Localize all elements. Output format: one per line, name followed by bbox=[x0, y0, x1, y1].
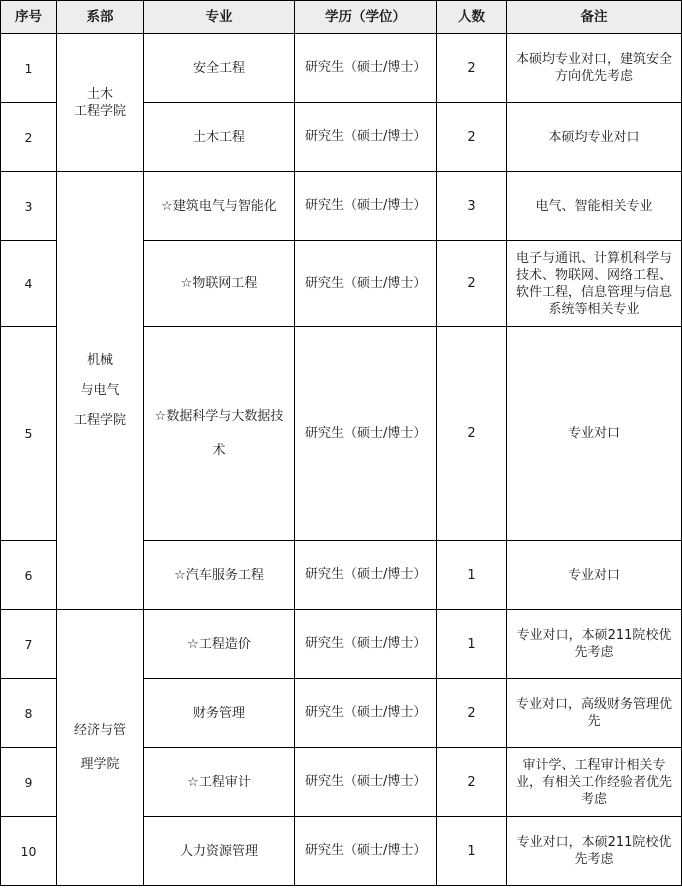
row-no: 1 bbox=[1, 34, 57, 103]
table-row bbox=[1, 610, 682, 679]
count-cell: 2 bbox=[437, 748, 507, 817]
degree-cell: 研究生（硕士/博士） bbox=[295, 541, 437, 610]
degree-cell: 研究生（硕士/博士） bbox=[295, 610, 437, 679]
table-row bbox=[1, 172, 682, 241]
degree-cell: 研究生（硕士/博士） bbox=[295, 241, 437, 327]
degree-cell: 研究生（硕士/博士） bbox=[295, 172, 437, 241]
major-cell: ☆数据科学与大数据技术 bbox=[144, 327, 295, 541]
note-cell: 专业对口，高级财务管理优先 bbox=[507, 679, 682, 748]
count-cell: 2 bbox=[437, 241, 507, 327]
major-cell: ☆汽车服务工程 bbox=[144, 541, 295, 610]
row-no: 3 bbox=[1, 172, 57, 241]
row-no: 2 bbox=[1, 103, 57, 172]
row-no: 10 bbox=[1, 817, 57, 886]
note-cell: 专业对口 bbox=[507, 327, 682, 541]
count-cell: 2 bbox=[437, 679, 507, 748]
note-cell: 本硕均专业对口 bbox=[507, 103, 682, 172]
count-cell: 1 bbox=[437, 541, 507, 610]
degree-cell: 研究生（硕士/博士） bbox=[295, 748, 437, 817]
header-note: 备注 bbox=[507, 1, 682, 34]
row-no: 6 bbox=[1, 541, 57, 610]
department-cell bbox=[57, 610, 144, 886]
row-no: 5 bbox=[1, 327, 57, 541]
degree-cell: 研究生（硕士/博士） bbox=[295, 327, 437, 541]
note-cell: 本硕均专业对口，建筑安全方向优先考虑 bbox=[507, 34, 682, 103]
row-no: 9 bbox=[1, 748, 57, 817]
major-cell: ☆物联网工程 bbox=[144, 241, 295, 327]
major-cell: 财务管理 bbox=[144, 679, 295, 748]
count-cell: 2 bbox=[437, 103, 507, 172]
header-count: 人数 bbox=[437, 1, 507, 34]
count-cell: 1 bbox=[437, 610, 507, 679]
note-cell: 专业对口，本硕211院校优先考虑 bbox=[507, 817, 682, 886]
department-name-line: 经济与管 bbox=[73, 722, 126, 738]
major-cell: 土木工程 bbox=[144, 103, 295, 172]
degree-cell: 研究生（硕士/博士） bbox=[295, 679, 437, 748]
header-major: 专业 bbox=[144, 1, 295, 34]
department-name-line: 土木 bbox=[86, 86, 113, 102]
note-cell: 审计学、工程审计相关专业，有相关工作经验者优先考虑 bbox=[507, 748, 682, 817]
row-no: 8 bbox=[1, 679, 57, 748]
header-row bbox=[1, 1, 682, 34]
row-no: 4 bbox=[1, 241, 57, 327]
department-name-line: 理学院 bbox=[80, 756, 120, 772]
table-row bbox=[1, 34, 682, 103]
count-cell: 2 bbox=[437, 327, 507, 541]
degree-cell: 研究生（硕士/博士） bbox=[295, 34, 437, 103]
header-department: 系部 bbox=[57, 1, 144, 34]
major-cell: 安全工程 bbox=[144, 34, 295, 103]
department-name-line: 与电气 bbox=[80, 382, 120, 398]
row-no: 7 bbox=[1, 610, 57, 679]
count-cell: 1 bbox=[437, 817, 507, 886]
count-cell: 2 bbox=[437, 34, 507, 103]
major-cell: 人力资源管理 bbox=[144, 817, 295, 886]
header-no: 序号 bbox=[1, 1, 57, 34]
degree-cell: 研究生（硕士/博士） bbox=[295, 817, 437, 886]
department-cell bbox=[57, 34, 144, 172]
count-cell: 3 bbox=[437, 172, 507, 241]
major-cell: ☆工程造价 bbox=[144, 610, 295, 679]
note-cell: 专业对口，本硕211院校优先考虑 bbox=[507, 610, 682, 679]
note-cell: 电气、智能相关专业 bbox=[507, 172, 682, 241]
note-cell: 电子与通讯、计算机科学与技术、物联网、网络工程、软件工程，信息管理与信息系统等相关专业 bbox=[507, 241, 682, 327]
major-cell: ☆建筑电气与智能化 bbox=[144, 172, 295, 241]
note-cell: 专业对口 bbox=[507, 541, 682, 610]
department-name-line: 工程学院 bbox=[73, 412, 126, 428]
department-name-line: 工程学院 bbox=[73, 103, 126, 119]
header-degree: 学历（学位） bbox=[295, 1, 437, 34]
major-cell: ☆工程审计 bbox=[144, 748, 295, 817]
department-name-line: 机械 bbox=[86, 352, 113, 368]
department-cell bbox=[57, 172, 144, 610]
degree-cell: 研究生（硕士/博士） bbox=[295, 103, 437, 172]
